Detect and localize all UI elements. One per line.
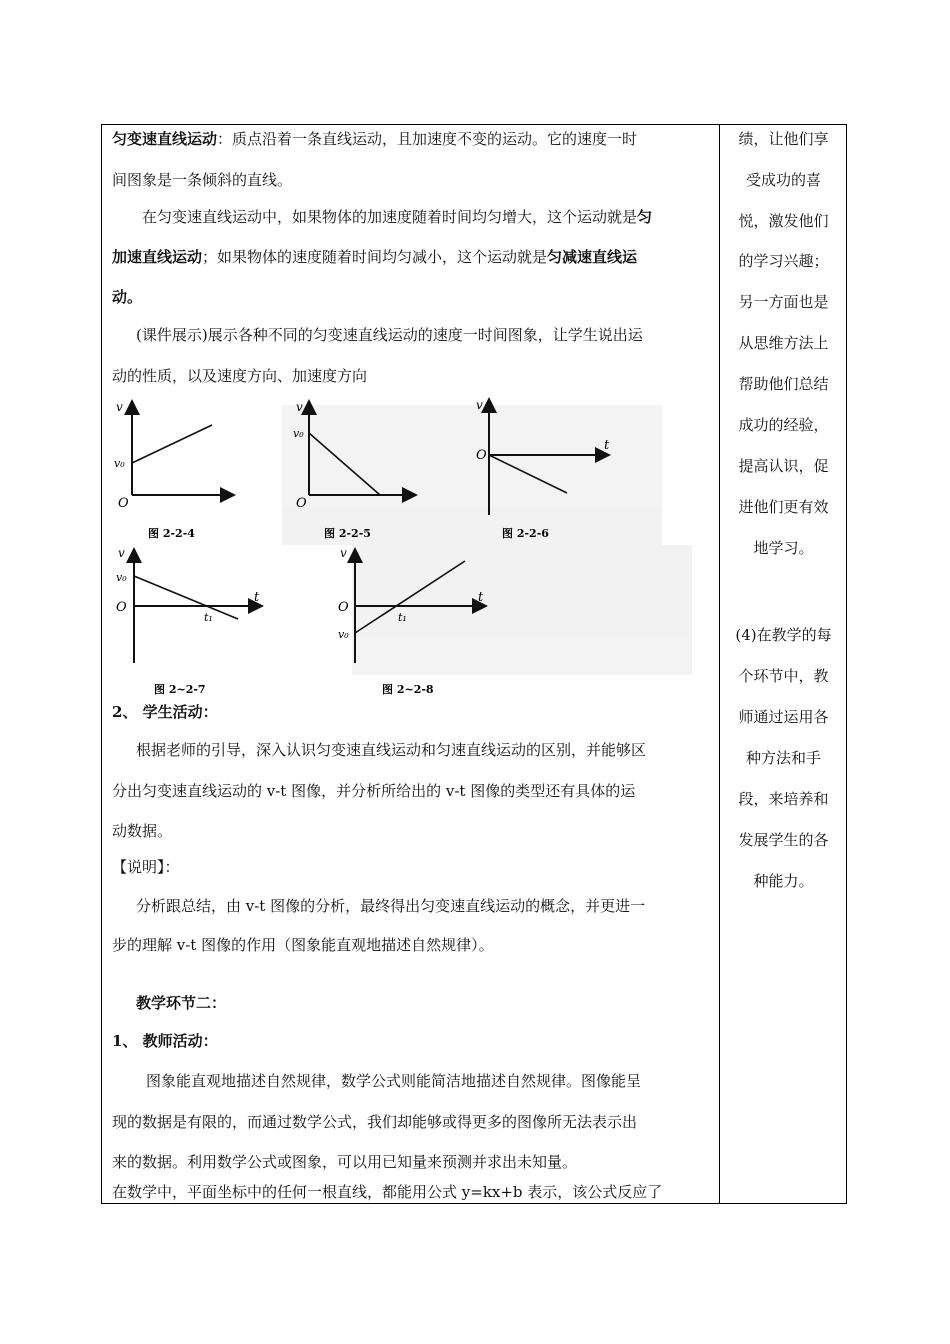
teacher-p-line3: 来的数据。利用数学公式或图象，可以用已知量来预测并求出未知量。 bbox=[112, 1153, 578, 1171]
svg-text:O: O bbox=[338, 600, 349, 615]
caption-2-2-6: 图 2-2-6 bbox=[502, 527, 549, 540]
student-p-line2: 分出匀变速直线运动的 v-t 图像，并分析所给出的 v-t 图像的类型还有具体的运 bbox=[112, 782, 636, 800]
svg-text:O: O bbox=[476, 448, 487, 463]
p3-line1: (课件展示)展示各种不同的匀变速直线运动的速度一时间图象，让学生说出运 bbox=[136, 326, 643, 344]
note-line1: 分析跟总结，由 v-t 图像的分析，最终得出匀变速直线运动的概念，并更进一 bbox=[136, 897, 646, 915]
note-label: 【说明】： bbox=[112, 858, 180, 876]
svg-text:t: t bbox=[478, 590, 484, 605]
svg-text:O: O bbox=[296, 496, 307, 511]
side-line: 进他们更有效 bbox=[738, 498, 829, 516]
section-two-heading: 教学环节二： bbox=[136, 994, 227, 1012]
side-line: 绩，让他们享 bbox=[738, 130, 829, 148]
svg-text:v₀: v₀ bbox=[116, 571, 127, 584]
lesson-table bbox=[101, 124, 847, 1204]
side-line: (4)在教学的每 bbox=[735, 626, 832, 644]
side-line: 发展学生的各 bbox=[738, 831, 829, 849]
caption-2-2-5: 图 2-2-5 bbox=[324, 527, 371, 540]
side-line: 成功的经验， bbox=[738, 416, 829, 434]
p2-line2: 加速直线运动；如果物体的速度随着时间均匀减小，这个运动就是匀减速直线运 bbox=[112, 248, 638, 266]
svg-text:t: t bbox=[604, 438, 610, 453]
graph-2-2-4 bbox=[114, 400, 232, 540]
svg-text:v: v bbox=[118, 546, 125, 560]
side-line: 个环节中，教 bbox=[738, 667, 829, 685]
side-line: 另一方面也是 bbox=[738, 293, 829, 311]
teacher-activity-heading: 1、 教师活动： bbox=[112, 1032, 218, 1050]
side-line: 提高认识，促 bbox=[738, 457, 829, 475]
caption-2-2-7: 图 2~2-7 bbox=[154, 683, 206, 696]
p2-line3: 动。 bbox=[112, 288, 143, 306]
caption-2-2-8: 图 2~2-8 bbox=[382, 683, 434, 696]
graph-2-2-4-line bbox=[132, 425, 212, 463]
svg-text:t₁: t₁ bbox=[398, 611, 407, 624]
svg-text:O: O bbox=[116, 600, 127, 615]
teacher-p-line2: 现的数据是有限的，而通过数学公式，我们却能够或得更多的图像所无法表示出 bbox=[112, 1113, 638, 1131]
student-p-line3: 动数据。 bbox=[112, 822, 173, 840]
svg-text:v₀: v₀ bbox=[338, 628, 349, 641]
p2-line1: 在匀变速直线运动中，如果物体的加速度随着时间均匀增大，这个运动就是匀 bbox=[142, 208, 653, 226]
teacher-p-line4: 在数学中，平面坐标中的任何一根直线，都能用公式 y=kx+b 表示，该公式反应了 bbox=[112, 1183, 663, 1201]
side-line: 受成功的喜 bbox=[745, 171, 821, 189]
student-activity-heading: 2、 学生活动： bbox=[112, 703, 218, 721]
side-line: 的学习兴趣； bbox=[738, 252, 829, 270]
graph-2-2-7-line bbox=[134, 576, 238, 619]
note-line2: 步的理解 v-t 图像的作用（图象能直观地描述自然规律）。 bbox=[112, 936, 494, 954]
v-axis-label: v bbox=[116, 400, 123, 414]
side-line: 种能力。 bbox=[753, 872, 814, 890]
side-line: 帮助他们总结 bbox=[738, 375, 829, 393]
column-divider bbox=[719, 125, 720, 1203]
term-uniform-variable: 匀变速直线运动 bbox=[112, 130, 218, 148]
side-line: 段，来培养和 bbox=[738, 790, 829, 808]
svg-text:v: v bbox=[296, 400, 303, 414]
p1-line2: 间图象是一条倾斜的直线。 bbox=[112, 171, 293, 189]
teacher-p-line1: 图象能直观地描述自然规律，数学公式则能简洁地描述自然规律。图像能呈 bbox=[146, 1072, 642, 1090]
t1-label: t₁ bbox=[204, 611, 213, 624]
caption-2-2-4: 图 2-2-4 bbox=[148, 527, 195, 540]
svg-text:v: v bbox=[340, 546, 347, 560]
svg-text:v: v bbox=[476, 398, 483, 412]
vt-graph-figures bbox=[112, 395, 712, 707]
side-line: 师通过运用各 bbox=[738, 708, 829, 726]
svg-text:v₀: v₀ bbox=[293, 427, 304, 440]
side-line: 从思维方法上 bbox=[738, 334, 829, 352]
p1-line1: 匀变速直线运动：质点沿着一条直线运动，且加速度不变的运动。它的速度一时 bbox=[112, 130, 638, 148]
side-line: 种方法和手 bbox=[745, 749, 821, 767]
student-p-line1: 根据老师的引导，深入认识匀变速直线运动和匀速直线运动的区别，并能够区 bbox=[136, 741, 647, 759]
graph-2-2-7 bbox=[116, 546, 260, 696]
svg-text:t: t bbox=[254, 590, 260, 605]
side-line: 地学习。 bbox=[753, 539, 814, 557]
side-line: 悦，激发他们 bbox=[738, 212, 829, 230]
v0-label: v₀ bbox=[114, 457, 125, 470]
origin-label: O bbox=[118, 496, 129, 511]
p3-line2: 动的性质，以及速度方向、加速度方向 bbox=[112, 367, 368, 385]
